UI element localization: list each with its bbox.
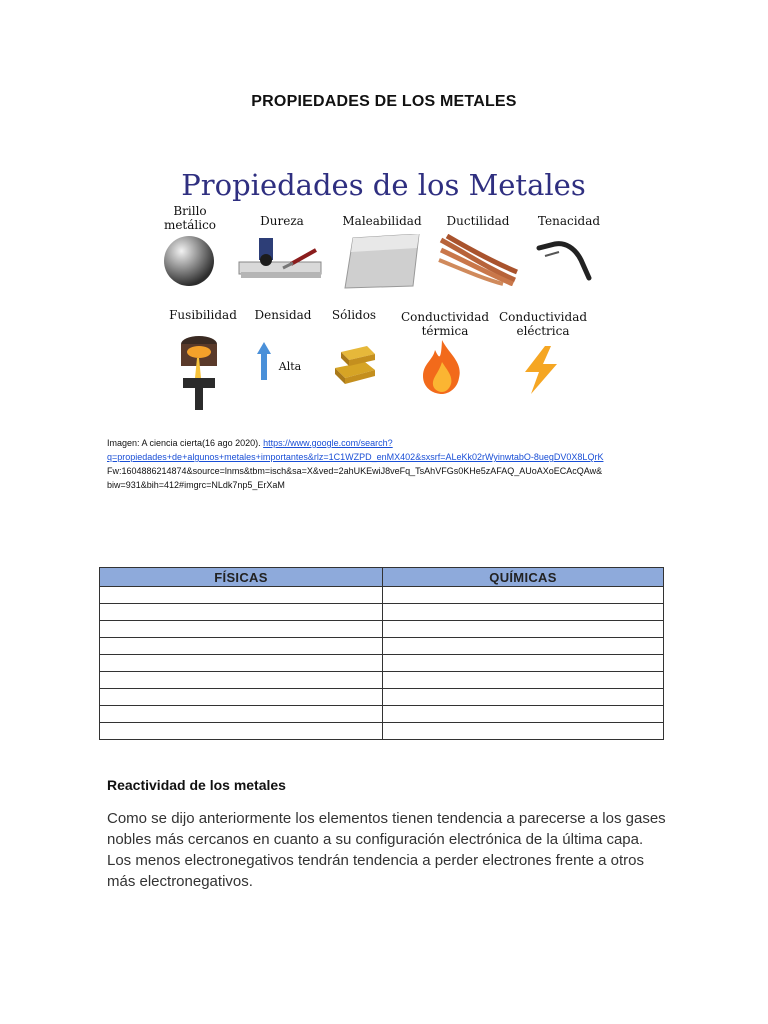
metal-properties-infographic (157, 162, 610, 422)
lightning-bolt-icon (521, 346, 561, 394)
bent-metal-bar-image (535, 234, 595, 284)
cell-quimicas[interactable] (383, 723, 664, 740)
metal-sheet-image (343, 234, 421, 290)
cell-fisicas[interactable] (100, 604, 383, 621)
properties-table (99, 567, 664, 740)
label-maleabilidad: Maleabilidad (342, 214, 422, 228)
cell-quimicas[interactable] (383, 604, 664, 621)
caption-line3: Fw:1604886214874&source=lnms&tbm=isch&sa=X&ved=2ahUKEwiJ8veFq_TsAhVFGs0KHe5zAFAQ_AUoAXoECAcQAw& (107, 466, 603, 476)
cell-quimicas[interactable] (383, 638, 664, 655)
table-row (100, 638, 664, 655)
table-row (100, 621, 664, 638)
flame-icon (419, 338, 465, 396)
caption-prefix: Imagen: A ciencia cierta(16 ago 2020). (107, 438, 264, 448)
gold-bars-image (329, 338, 381, 388)
image-caption (107, 436, 667, 492)
table-row (100, 689, 664, 706)
cell-fisicas[interactable] (100, 638, 383, 655)
table-row (100, 587, 664, 604)
label-alta: Alta (278, 360, 302, 373)
label-conductividad-electrica: Conductividad eléctrica (498, 310, 588, 338)
cell-quimicas[interactable] (383, 689, 664, 706)
label-densidad: Densidad (254, 308, 312, 322)
section-heading: Reactividad de los metales (107, 777, 286, 793)
up-arrow-icon (257, 342, 271, 380)
page-title: PROPIEDADES DE LOS METALES (251, 93, 517, 110)
header-fisicas: FÍSICAS (100, 568, 383, 587)
cell-fisicas[interactable] (100, 655, 383, 672)
cell-fisicas[interactable] (100, 672, 383, 689)
label-dureza: Dureza (260, 214, 304, 228)
caption-link-line2[interactable]: q=propiedades+de+algunos+metales+importantes&rlz=1C1WZPD_enMX402&sxsrf=ALeKk02rWyinwtabO-8uegDV0X8LQrK (107, 452, 604, 462)
table-body (100, 587, 664, 740)
label-ductilidad: Ductilidad (446, 214, 510, 228)
cell-quimicas[interactable] (383, 621, 664, 638)
cell-quimicas[interactable] (383, 706, 664, 723)
label-brillo-metalico: Brillo metálico (163, 204, 217, 232)
cell-quimicas[interactable] (383, 672, 664, 689)
label-solidos: Sólidos (331, 308, 377, 322)
table-row (100, 706, 664, 723)
caption-line4: biw=931&bih=412#imgrc=NLdk7np5_ErXaM (107, 480, 285, 490)
cell-fisicas[interactable] (100, 706, 383, 723)
table-row (100, 604, 664, 621)
table-row (100, 723, 664, 740)
label-tenacidad: Tenacidad (537, 214, 601, 228)
table-row (100, 655, 664, 672)
cell-fisicas[interactable] (100, 689, 383, 706)
cell-fisicas[interactable] (100, 587, 383, 604)
melting-crucible-image (173, 328, 225, 412)
table-row (100, 672, 664, 689)
cell-quimicas[interactable] (383, 587, 664, 604)
cell-fisicas[interactable] (100, 621, 383, 638)
hardness-tool-image (231, 232, 331, 292)
cell-quimicas[interactable] (383, 655, 664, 672)
cell-fisicas[interactable] (100, 723, 383, 740)
metal-sphere-image (162, 234, 217, 289)
copper-wire-image (437, 234, 519, 286)
caption-link-line1[interactable]: https://www.google.com/search? (263, 438, 393, 448)
infographic-title: Propiedades de los Metales (181, 168, 586, 202)
section-paragraph: Como se dijo anteriormente los elementos tienen tendencia a parecerse a los gases nobles más cercanos en cuanto a su configuración electrónica de la última capa. Los menos electronegativos tendrán tendencia a perder electrones frente a otros más electronegativos. (107, 810, 666, 890)
header-quimicas: QUÍMICAS (383, 568, 664, 587)
label-fusibilidad: Fusibilidad (169, 308, 237, 322)
label-conductividad-termica: Conductividad térmica (400, 310, 490, 338)
table-header-row (100, 568, 664, 587)
